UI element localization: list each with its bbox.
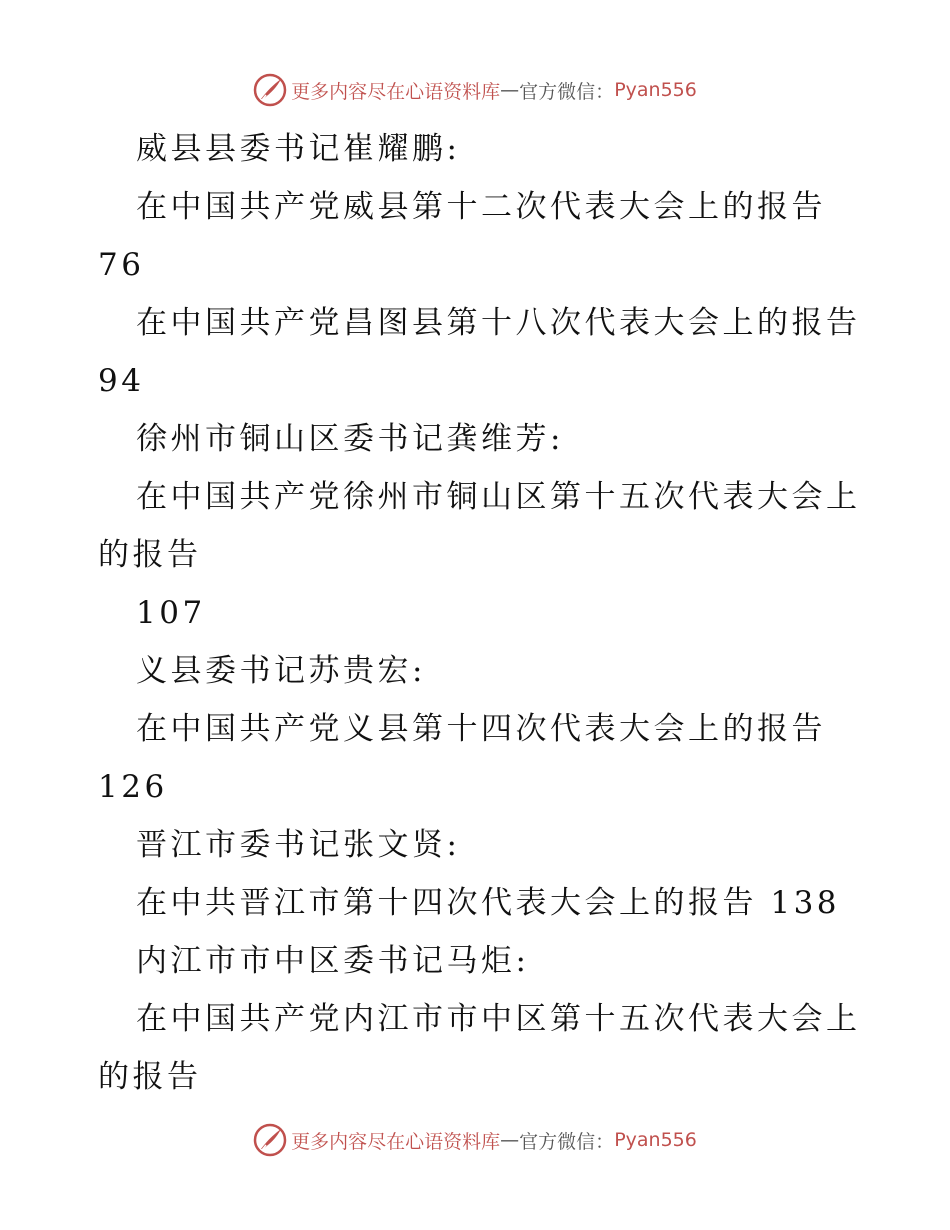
toc-title-continuation: 的报告 (98, 1059, 202, 1095)
toc-title-line: 在中共晋江市第十四次代表大会上的报告 138 (136, 885, 841, 921)
toc-title-line: 在中国共产党徐州市铜山区第十五次代表大会上 (136, 479, 861, 515)
toc-page-number: 126 (98, 769, 168, 805)
watermark-wechat-id: Pyan556 (614, 79, 697, 101)
watermark-separator: — (500, 79, 520, 101)
toc-title-line: 在中国共产党威县第十二次代表大会上的报告 (136, 189, 826, 225)
header-watermark (0, 70, 950, 110)
watermark-wechat-id: Pyan556 (614, 1129, 697, 1151)
toc-page-number: 107 (136, 595, 206, 631)
toc-author-line: 徐州市铜山区委书记龚维芳: (136, 421, 564, 457)
toc-title-line: 在中国共产党内江市市中区第十五次代表大会上 (136, 1001, 861, 1037)
toc-author-line: 威县县委书记崔耀鹏: (136, 131, 461, 167)
toc-author-line: 晋江市委书记张文贤: (136, 827, 461, 863)
toc-page-number: 94 (98, 363, 145, 399)
quill-pen-logo-icon (253, 73, 287, 107)
toc-title-line: 在中国共产党昌图县第十八次代表大会上的报告 (136, 305, 861, 341)
quill-pen-logo-icon (253, 1123, 287, 1157)
watermark-brand-text: 更多内容尽在心语资料库 (291, 80, 501, 103)
toc-title-line: 在中国共产党义县第十四次代表大会上的报告 (136, 711, 826, 747)
toc-title-continuation: 的报告 (98, 537, 202, 573)
toc-author-line: 内江市市中区委书记马炬: (136, 943, 530, 979)
footer-watermark (0, 1120, 950, 1160)
watermark-label: 官方微信： (519, 1130, 615, 1153)
toc-page-number: 76 (98, 247, 145, 283)
watermark-brand-text: 更多内容尽在心语资料库 (291, 1130, 501, 1153)
document-body (98, 120, 898, 1106)
toc-author-line: 义县委书记苏贵宏: (136, 653, 426, 689)
watermark-separator: — (500, 1129, 520, 1151)
watermark-label: 官方微信： (519, 80, 615, 103)
